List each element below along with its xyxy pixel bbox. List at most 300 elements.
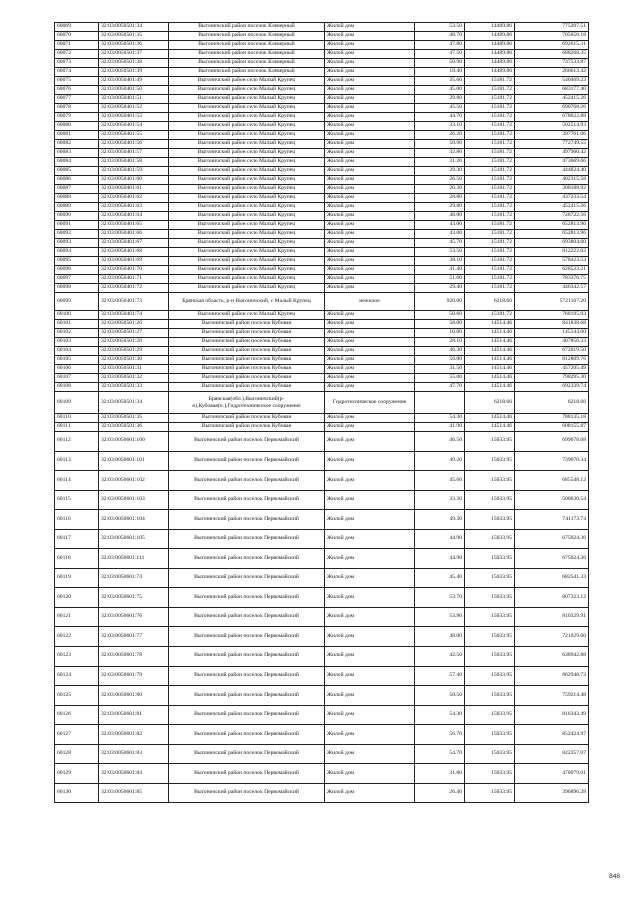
area-cell: 47.80 (415, 41, 465, 50)
cadastral-value-cell: 741173.74 (515, 510, 589, 530)
object-type-cell: Жилой дом (325, 783, 415, 803)
specific-value-cell: 15181.72 (465, 230, 515, 239)
cadastral-number-cell: 32:03:0050401:63 (99, 203, 169, 212)
cadastral-number-cell: 32:03:0050501:38 (99, 59, 169, 68)
row-number-cell: 60124 (55, 666, 99, 686)
table-row (55, 59, 589, 68)
area-cell: 54.30 (415, 414, 465, 423)
row-number-cell: 60073 (55, 59, 99, 68)
specific-value-cell: 15181.72 (465, 311, 515, 320)
address-cell: Выгоничский район поселок Клеверный (169, 32, 325, 41)
object-type-cell: Жилой дом (325, 59, 415, 68)
address-cell: Выгоничский район поселок Кубовая (169, 365, 325, 374)
area-cell: 53.50 (415, 23, 465, 32)
cadastral-number-cell: 32:03:0050401:74 (99, 311, 169, 320)
table-row (55, 185, 589, 194)
address-cell: Брянская(обл.),Выгоничский(р-н),Кубовая(п.),Гидротехническое сооружение (169, 392, 325, 414)
cadastral-value-cell: 759214.48 (515, 686, 589, 706)
cadastral-number-cell: 32:03:0050401:50 (99, 86, 169, 95)
cadastral-number-cell: 32:03:0050401:66 (99, 230, 169, 239)
table-row (55, 414, 589, 423)
cadastral-number-cell: 32:03:0050601:104 (99, 510, 169, 530)
object-type-cell: Жилой дом (325, 365, 415, 374)
table-row (55, 239, 589, 248)
address-cell: Выгоничский район поселок Клеверный (169, 59, 325, 68)
area-cell: 47.50 (415, 50, 465, 59)
cadastral-value-cell: 638942.88 (515, 647, 589, 667)
table-row (55, 311, 589, 320)
cadastral-value-cell: 6218.66 (515, 392, 589, 414)
object-type-cell: Жилой дом (325, 41, 415, 50)
object-type-cell: Жилой дом (325, 158, 415, 167)
object-type-cell: Жилой дом (325, 212, 415, 221)
cadastral-number-cell: 32:03:0050501:36 (99, 41, 169, 50)
object-type-cell: Жилой дом (325, 764, 415, 784)
row-number-cell: 60095 (55, 257, 99, 266)
cadastral-value-cell: 397761.06 (515, 131, 589, 140)
table-row (55, 374, 589, 383)
cadastral-number-cell: 32:03:0050401:69 (99, 257, 169, 266)
cadastral-value-cell: 402315.58 (515, 176, 589, 185)
table-row (55, 95, 589, 104)
area-cell: 48.00 (415, 212, 465, 221)
cadastral-number-cell: 32:03:0050601:103 (99, 490, 169, 510)
area-cell: 53.70 (415, 588, 465, 608)
area-cell: 42.50 (415, 647, 465, 667)
cadastral-number-cell: 32:03:0050501:31 (99, 365, 169, 374)
cadastral-number-cell: 32:03:0050601:76 (99, 607, 169, 627)
object-type-cell: Жилой дом (325, 329, 415, 338)
cadastral-value-cell: 628523.21 (515, 266, 589, 275)
row-number-cell: 60088 (55, 194, 99, 203)
row-number-cell: 60115 (55, 490, 99, 510)
object-type-cell: Жилой дом (325, 607, 415, 627)
specific-value-cell: 15033.95 (465, 451, 515, 471)
specific-value-cell: 15181.72 (465, 266, 515, 275)
row-number-cell: 60078 (55, 104, 99, 113)
address-cell: Выгоничский район поселок Первомайский (169, 529, 325, 549)
address-cell: Выгоничский район поселок Кубовая (169, 347, 325, 356)
cadastral-value-cell: 452415.26 (515, 203, 589, 212)
row-number-cell: 60087 (55, 185, 99, 194)
table-row (55, 744, 589, 764)
address-cell: Выгоничский район село Малый Крупец (169, 131, 325, 140)
specific-value-cell: 15181.72 (465, 284, 515, 293)
table-row (55, 549, 589, 569)
specific-value-cell: 14514.46 (465, 347, 515, 356)
cadastral-value-cell: 672019.50 (515, 347, 589, 356)
cadastral-number-cell: 32:03:0050601:84 (99, 764, 169, 784)
row-number-cell: 60093 (55, 239, 99, 248)
object-type-cell: Жилой дом (325, 167, 415, 176)
cadastral-number-cell: 32:03:0050401:61 (99, 185, 169, 194)
object-type-cell: Жилой дом (325, 374, 415, 383)
area-cell: 50.90 (415, 140, 465, 149)
table-row (55, 607, 589, 627)
cadastral-number-cell: 32:03:0050401:72 (99, 284, 169, 293)
row-number-cell: 60129 (55, 764, 99, 784)
row-number-cell: 60122 (55, 627, 99, 647)
cadastral-number-cell: 32:03:0050501:26 (99, 320, 169, 329)
cadastral-number-cell: 32:03:0050601:74 (99, 568, 169, 588)
row-number-cell: 60126 (55, 705, 99, 725)
address-cell: Выгоничский район село Малый Крупец (169, 176, 325, 185)
cadastral-number-cell: 32:03:0050401:59 (99, 167, 169, 176)
row-number-cell: 60074 (55, 68, 99, 77)
table-row (55, 212, 589, 221)
cadastral-value-cell: 810329.91 (515, 607, 589, 627)
table-row (55, 686, 589, 706)
specific-value-cell: 15033.95 (465, 607, 515, 627)
cadastral-number-cell: 32:03:0050601:77 (99, 627, 169, 647)
area-cell: 920.00 (415, 293, 465, 311)
object-type-cell: Жилой дом (325, 149, 415, 158)
specific-value-cell: 15181.72 (465, 104, 515, 113)
address-cell: Выгоничский район село Малый Крупец (169, 149, 325, 158)
area-cell: 33.30 (415, 490, 465, 510)
area-cell: 38.10 (415, 257, 465, 266)
object-type-cell: Жилой дом (325, 203, 415, 212)
row-number-cell: 60085 (55, 167, 99, 176)
object-type-cell: Жилой дом (325, 490, 415, 510)
object-type-cell: Жилой дом (325, 23, 415, 32)
table-row (55, 423, 589, 432)
address-cell: Выгоничский район поселок Первомайский (169, 744, 325, 764)
address-cell: Выгоничский район село Малый Крупец (169, 158, 325, 167)
cadastral-number-cell: 32:03:0050501:33 (99, 383, 169, 392)
area-cell: 26.40 (415, 783, 465, 803)
area-cell: 45.70 (415, 239, 465, 248)
row-number-cell: 60069 (55, 23, 99, 32)
row-number-cell: 60127 (55, 725, 99, 745)
cadastral-value-cell: 739670.34 (515, 451, 589, 471)
row-number-cell: 60096 (55, 266, 99, 275)
row-number-cell: 60070 (55, 32, 99, 41)
row-number-cell: 60114 (55, 471, 99, 491)
specific-value-cell: 15033.95 (465, 705, 515, 725)
area-cell: 50.60 (415, 311, 465, 320)
area-cell: 46.50 (415, 432, 465, 452)
table-row (55, 113, 589, 122)
specific-value-cell: 15181.72 (465, 194, 515, 203)
address-cell: Выгоничский район поселок Первомайский (169, 666, 325, 686)
specific-value-cell: 15033.95 (465, 647, 515, 667)
address-cell: Выгоничский район поселок Кубовая (169, 320, 325, 329)
object-type-cell: Жилой дом (325, 257, 415, 266)
specific-value-cell: 15033.95 (465, 588, 515, 608)
row-number-cell: 60109 (55, 392, 99, 414)
specific-value-cell: 15181.72 (465, 257, 515, 266)
cadastral-number-cell: 32:03:0050501:37 (99, 50, 169, 59)
cadastral-value-cell: 497960.42 (515, 149, 589, 158)
object-type-cell: Жилой дом (325, 131, 415, 140)
address-cell: Выгоничский район поселок Первомайский (169, 647, 325, 667)
cadastral-value-cell: 473669.66 (515, 158, 589, 167)
specific-value-cell: 15181.72 (465, 275, 515, 284)
specific-value-cell: 14489.86 (465, 68, 515, 77)
address-cell: Выгоничский район поселок Клеверный (169, 50, 325, 59)
cadastral-number-cell: 32:03:0050401:70 (99, 266, 169, 275)
object-type-cell: Жилой дом (325, 338, 415, 347)
specific-value-cell: 15181.72 (465, 122, 515, 131)
row-number-cell: 60081 (55, 131, 99, 140)
cadastral-value-cell: 266613.42 (515, 68, 589, 77)
row-number-cell: 60110 (55, 414, 99, 423)
object-type-cell: Жилой дом (325, 320, 415, 329)
row-number-cell: 60082 (55, 140, 99, 149)
cadastral-value-cell: 502514.93 (515, 122, 589, 131)
table-row (55, 329, 589, 338)
object-type-cell: Жилой дом (325, 122, 415, 131)
area-cell: 56.00 (415, 356, 465, 365)
address-cell: Выгоничский район поселок Первомайский (169, 588, 325, 608)
area-cell: 45.40 (415, 568, 465, 588)
area-cell: 28.10 (415, 338, 465, 347)
specific-value-cell: 15033.95 (465, 666, 515, 686)
page-number: 848 (609, 873, 620, 880)
area-cell: 35.60 (415, 77, 465, 86)
row-number-cell: 60094 (55, 248, 99, 257)
cadastral-value-cell: 692339.74 (515, 383, 589, 392)
table-row (55, 347, 589, 356)
area-cell: 45.60 (415, 471, 465, 491)
address-cell: Выгоничский район поселок Клеверный (169, 41, 325, 50)
area-cell: 44.90 (415, 529, 465, 549)
cadastral-value-cell: 737533.87 (515, 59, 589, 68)
area-cell: 53.90 (415, 607, 465, 627)
cadastral-value-cell: 407856.33 (515, 338, 589, 347)
cadastral-value-cell: 688268.35 (515, 50, 589, 59)
specific-value-cell: 15033.95 (465, 627, 515, 647)
specific-value-cell: 14489.86 (465, 23, 515, 32)
specific-value-cell: 15033.95 (465, 744, 515, 764)
table-row (55, 248, 589, 257)
cadastral-value-cell: 699078.68 (515, 432, 589, 452)
row-number-cell: 60130 (55, 783, 99, 803)
cadastral-value-cell: 772749.55 (515, 140, 589, 149)
specific-value-cell: 15033.95 (465, 725, 515, 745)
row-number-cell: 60071 (55, 41, 99, 50)
object-type-cell: Жилой дом (325, 356, 415, 365)
address-cell: Выгоничский район поселок Первомайский (169, 764, 325, 784)
object-type-cell: Жилой дом (325, 284, 415, 293)
cadastral-value-cell: 852424.97 (515, 725, 589, 745)
table-row (55, 783, 589, 803)
row-number-cell: 60083 (55, 149, 99, 158)
row-number-cell: 60102 (55, 329, 99, 338)
area-cell: 29.80 (415, 95, 465, 104)
area-cell: 29.30 (415, 167, 465, 176)
cadastral-number-cell: 32:03:0050601:102 (99, 471, 169, 491)
cadastral-number-cell: 32:03:0050401:67 (99, 239, 169, 248)
table-row (55, 432, 589, 452)
specific-value-cell: 15181.72 (465, 239, 515, 248)
area-cell: 31.20 (415, 158, 465, 167)
area-cell: 48.00 (415, 627, 465, 647)
specific-value-cell: 14514.46 (465, 423, 515, 432)
table-row (55, 365, 589, 374)
object-type-cell: Жилой дом (325, 471, 415, 491)
cadastral-number-cell: 32:03:0050501:34 (99, 23, 169, 32)
area-cell: 28.80 (415, 194, 465, 203)
row-number-cell: 60112 (55, 432, 99, 452)
address-cell: Выгоничский район поселок Кубовая (169, 338, 325, 347)
cadastral-value-cell: 788135.18 (515, 414, 589, 423)
address-cell: Выгоничский район поселок Клеверный (169, 23, 325, 32)
object-type-cell: Жилой дом (325, 725, 415, 745)
area-cell: 26.50 (415, 176, 465, 185)
object-type-cell: Жилой дом (325, 221, 415, 230)
cadastral-number-cell: 32:03:0050601:82 (99, 725, 169, 745)
row-number-cell: 60116 (55, 510, 99, 530)
area-cell: 50.50 (415, 686, 465, 706)
specific-value-cell: 15181.72 (465, 77, 515, 86)
table-row (55, 392, 589, 414)
address-cell: Выгоничский район село Малый Крупец (169, 86, 325, 95)
specific-value-cell: 15033.95 (465, 529, 515, 549)
address-cell: Выгоничский район село Малый Крупец (169, 275, 325, 284)
cadastral-value-cell: 578423.53 (515, 257, 589, 266)
specific-value-cell: 15181.72 (465, 203, 515, 212)
area-cell: 56.70 (415, 725, 465, 745)
area-cell: 54.70 (415, 744, 465, 764)
address-cell: Выгоничский район поселок Первомайский (169, 607, 325, 627)
row-number-cell: 60092 (55, 230, 99, 239)
cadastral-value-cell: 145144.60 (515, 329, 589, 338)
address-cell: Выгоничский район поселок Первомайский (169, 725, 325, 745)
table-row (55, 194, 589, 203)
cadastral-value-cell: 608155.87 (515, 423, 589, 432)
address-cell: Выгоничский район поселок Первомайский (169, 510, 325, 530)
specific-value-cell: 15033.95 (465, 764, 515, 784)
address-cell: Выгоничский район поселок Первомайский (169, 686, 325, 706)
address-cell: Выгоничский район село Малый Крупец (169, 167, 325, 176)
address-cell: Выгоничский район поселок Кубовая (169, 374, 325, 383)
cadastral-value-cell: 721629.60 (515, 627, 589, 647)
area-cell: 58.00 (415, 320, 465, 329)
object-type-cell: Жилой дом (325, 113, 415, 122)
table-row (55, 86, 589, 95)
table-row (55, 764, 589, 784)
cadastral-value-cell: 822357.07 (515, 744, 589, 764)
table-row (55, 451, 589, 471)
address-cell: Выгоничский район поселок Кубовая (169, 414, 325, 423)
table-row (55, 383, 589, 392)
area-cell: 44.70 (415, 113, 465, 122)
table-row (55, 104, 589, 113)
table-row (55, 221, 589, 230)
area-cell: 41.40 (415, 266, 465, 275)
address-cell: Выгоничский район село Малый Крупец (169, 239, 325, 248)
cadastral-value-cell: 652813.96 (515, 221, 589, 230)
area-cell: 33.10 (415, 122, 465, 131)
address-cell: Выгоничский район село Малый Крупец (169, 140, 325, 149)
document-page (54, 22, 589, 803)
row-number-cell: 60125 (55, 686, 99, 706)
cadastral-value-cell: 446342.57 (515, 284, 589, 293)
table-row (55, 705, 589, 725)
address-cell: Выгоничский район село Малый Крупец (169, 113, 325, 122)
row-number-cell: 60086 (55, 176, 99, 185)
area-cell: 10.00 (415, 329, 465, 338)
table-row (55, 647, 589, 667)
object-type-cell: Жилой дом (325, 414, 415, 423)
row-number-cell: 60111 (55, 423, 99, 432)
table-row (55, 140, 589, 149)
address-cell: Выгоничский район поселок Кубовая (169, 383, 325, 392)
specific-value-cell: 14514.46 (465, 338, 515, 347)
table-row (55, 68, 589, 77)
cadastral-value-cell: 685548.12 (515, 471, 589, 491)
cadastral-number-cell: 32:03:0050601:100 (99, 432, 169, 452)
cadastral-number-cell: 32:03:0050501:34 (99, 392, 169, 414)
specific-value-cell: 14489.86 (465, 32, 515, 41)
area-cell: 43.00 (415, 230, 465, 239)
table-row (55, 23, 589, 32)
area-cell: 45.50 (415, 104, 465, 113)
table-row (55, 627, 589, 647)
cadastral-number-cell: 32:03:0050601:83 (99, 744, 169, 764)
specific-value-cell: 15033.95 (465, 432, 515, 452)
cadastral-number-cell: 32:03:0050401:52 (99, 104, 169, 113)
cadastral-number-cell: 32:03:0050501:29 (99, 347, 169, 356)
object-type-cell: Жилой дом (325, 347, 415, 356)
cadastral-value-cell: 683177.40 (515, 86, 589, 95)
area-cell: 48.70 (415, 32, 465, 41)
cadastral-value-cell: 798295.30 (515, 374, 589, 383)
specific-value-cell: 14489.86 (465, 50, 515, 59)
table-row (55, 158, 589, 167)
area-cell: 54.30 (415, 705, 465, 725)
object-type-cell: Жилой дом (325, 275, 415, 284)
row-number-cell: 60121 (55, 607, 99, 627)
area-cell (415, 392, 465, 414)
specific-value-cell: 15033.95 (465, 471, 515, 491)
object-type-cell: Жилой дом (325, 705, 415, 725)
row-number-cell: 60128 (55, 744, 99, 764)
object-type-cell: Жилой дом (325, 423, 415, 432)
cadastral-number-cell: 32:03:0050501:32 (99, 374, 169, 383)
row-number-cell: 60097 (55, 275, 99, 284)
row-number-cell: 60103 (55, 338, 99, 347)
object-type-cell: Жилой дом (325, 176, 415, 185)
address-cell: Выгоничский район поселок Клеверный (169, 68, 325, 77)
table-row (55, 32, 589, 41)
specific-value-cell: 14514.46 (465, 383, 515, 392)
table-body (55, 23, 589, 803)
table-row (55, 471, 589, 491)
address-cell: Выгоничский район поселок Первомайский (169, 490, 325, 510)
cadastral-value-cell: 675024.36 (515, 549, 589, 569)
address-cell: Выгоничский район село Малый Крупец (169, 311, 325, 320)
object-type-cell: Жилой дом (325, 647, 415, 667)
table-row (55, 275, 589, 284)
cadastral-value-cell: 437233.54 (515, 194, 589, 203)
cadastral-value-cell: 540469.23 (515, 77, 589, 86)
address-cell: Выгоничский район поселок Первомайский (169, 568, 325, 588)
row-number-cell: 60079 (55, 113, 99, 122)
area-cell: 50.90 (415, 59, 465, 68)
table-row (55, 257, 589, 266)
area-cell: 51.60 (415, 275, 465, 284)
address-cell: Выгоничский район поселок Первомайский (169, 783, 325, 803)
table-row (55, 666, 589, 686)
specific-value-cell: 15181.72 (465, 131, 515, 140)
cadastral-number-cell: 32:03:0050501:35 (99, 32, 169, 41)
object-type-cell: Жилой дом (325, 230, 415, 239)
row-number-cell: 60075 (55, 77, 99, 86)
table-row (55, 529, 589, 549)
